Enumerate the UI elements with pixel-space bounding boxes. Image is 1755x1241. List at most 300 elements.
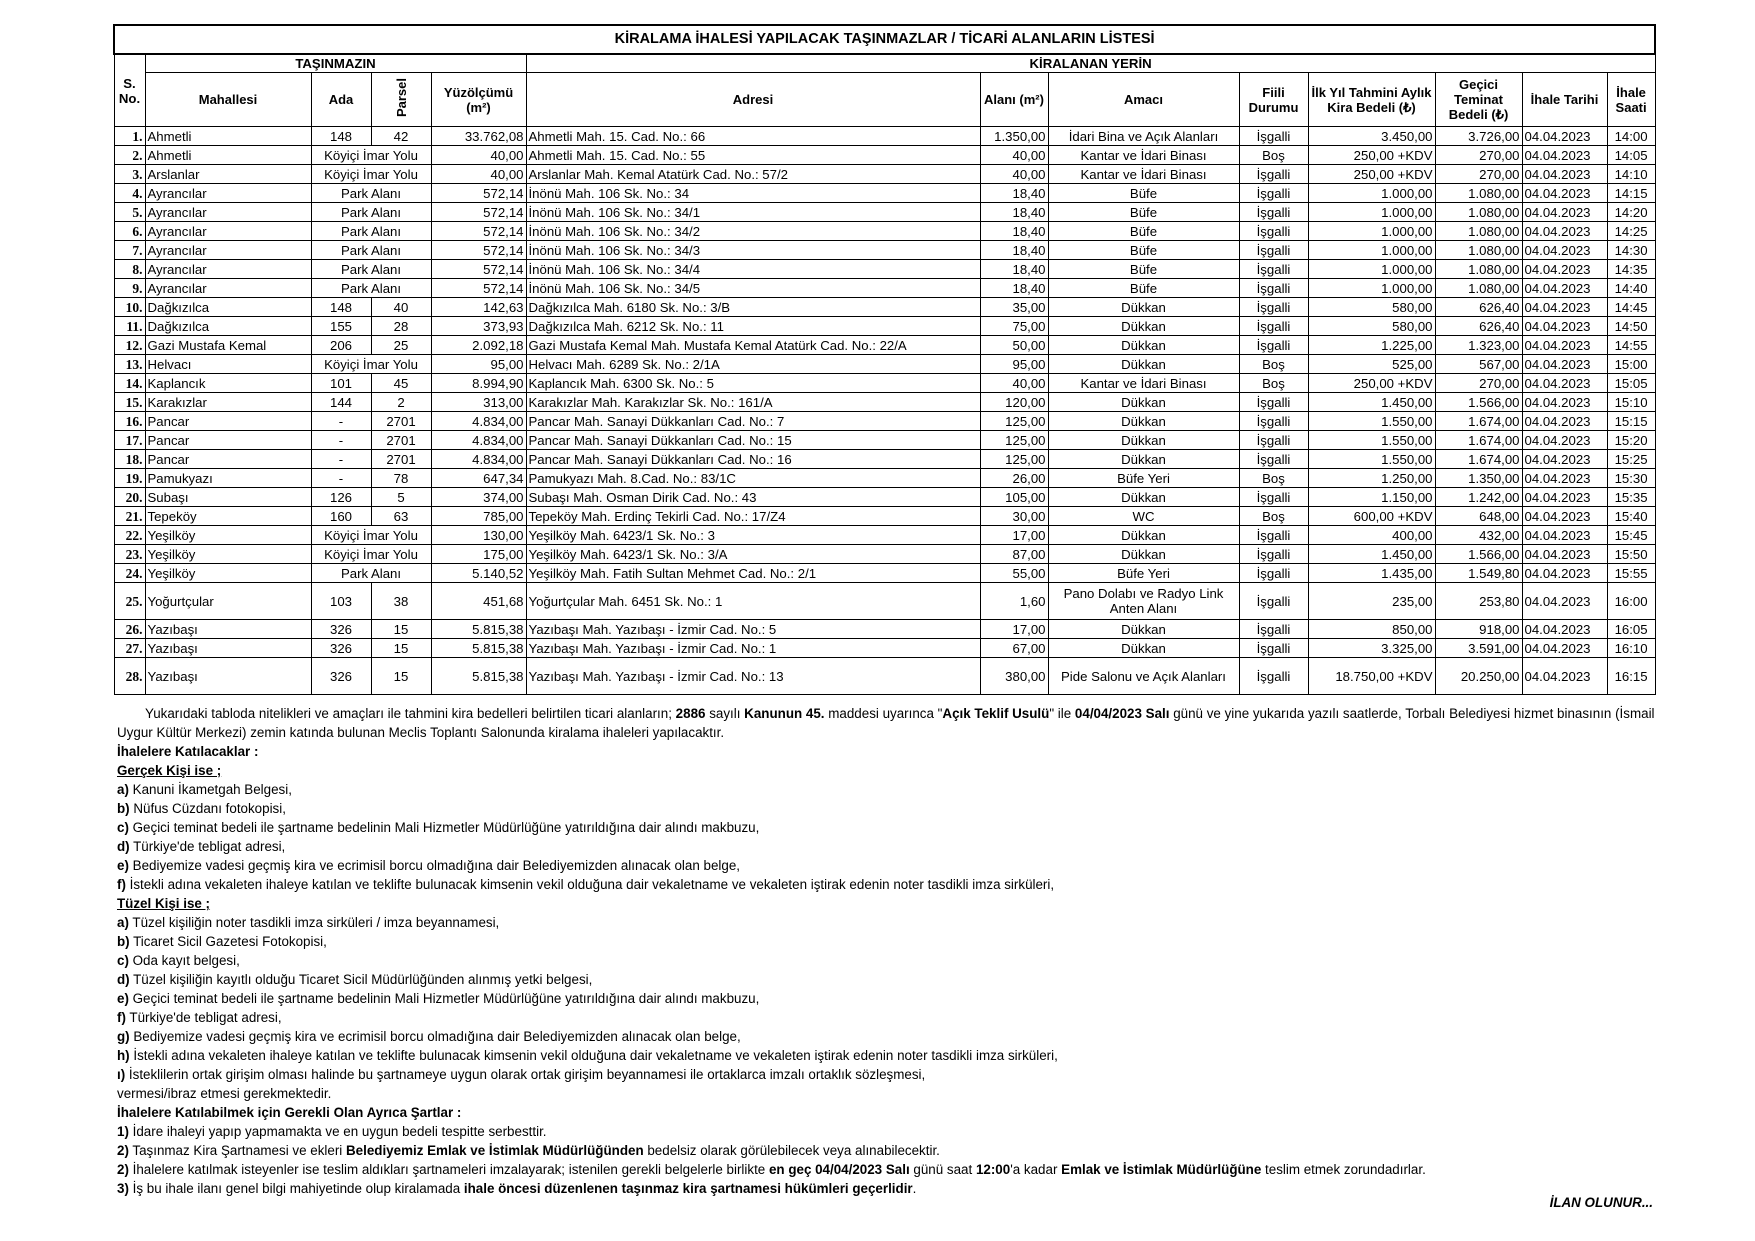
cell-tarih: 04.04.2023 xyxy=(1522,431,1607,450)
cell-amac: Pano Dolabı ve Radyo Link Anten Alanı xyxy=(1048,583,1239,620)
cell-amac: Büfe xyxy=(1048,184,1239,203)
cell-teminat: 626,40 xyxy=(1435,317,1522,336)
cell-parsel: 45 xyxy=(371,374,431,393)
cell-saat: 14:30 xyxy=(1607,241,1655,260)
cell-fili-durum: İşgalli xyxy=(1239,431,1308,450)
item-text: Geçici teminat bedeli ile şartname bedelinin Mali Hizmetler Müdürlüğüne yatırıldığına dair alındı makbuzu, xyxy=(128,820,760,835)
cell-alan: 18,40 xyxy=(980,203,1048,222)
item-key: d) xyxy=(117,972,130,987)
cell-saat: 14:20 xyxy=(1607,203,1655,222)
cell-ada: 101 xyxy=(311,374,371,393)
cell-alan: 67,00 xyxy=(980,639,1048,658)
cell-fili-durum: İşgalli xyxy=(1239,222,1308,241)
cell-kira: 1.000,00 xyxy=(1308,279,1435,298)
cell-alan: 18,40 xyxy=(980,222,1048,241)
cell-mahalle: Pancar xyxy=(145,450,311,469)
cell-tarih: 04.04.2023 xyxy=(1522,374,1607,393)
sart-segment: Belediyemiz Emlak ve İstimlak Müdürlüğünden xyxy=(345,1143,644,1158)
sart-segment: bedelsiz olarak görülebilecek veya alınabilecektir. xyxy=(643,1143,940,1158)
cell-fili-durum: İşgalli xyxy=(1239,241,1308,260)
cell-ada: - xyxy=(311,412,371,431)
cell-mahalle: Arslanlar xyxy=(145,165,311,184)
cell-saat: 15:25 xyxy=(1607,450,1655,469)
tender-table xyxy=(113,24,1656,695)
cell-ada: 148 xyxy=(311,127,371,146)
cell-amac: Dükkan xyxy=(1048,317,1239,336)
sart-segment: ihale öncesi düzenlenen taşınmaz kira şartnamesi hükümleri geçerlidir xyxy=(463,1181,913,1196)
cell-tarih: 04.04.2023 xyxy=(1522,222,1607,241)
cell-adres: Ahmetli Mah. 15. Cad. No.: 55 xyxy=(526,146,980,165)
item-text: Tüzel kişiliğin kayıtlı olduğu Ticaret Sicil Müdürlüğünden alınmış yetki belgesi, xyxy=(129,972,593,987)
cell-saat: 15:55 xyxy=(1607,564,1655,583)
cell-kira: 250,00 +KDV xyxy=(1308,165,1435,184)
cell-saat: 15:10 xyxy=(1607,393,1655,412)
cell-yuzolcumu: 4.834,00 xyxy=(431,450,526,469)
cell-tarih: 04.04.2023 xyxy=(1522,355,1607,374)
row-number: 11. xyxy=(114,317,145,336)
cell-teminat: 1.566,00 xyxy=(1435,545,1522,564)
cell-mahalle: Ayrancılar xyxy=(145,184,311,203)
cell-alan: 125,00 xyxy=(980,412,1048,431)
table-row xyxy=(114,374,1655,393)
cell-ada-parsel-merged: Park Alanı xyxy=(311,279,431,298)
col-alan-header: Alanı (m²) xyxy=(980,73,1048,127)
cell-teminat: 1.080,00 xyxy=(1435,222,1522,241)
cell-fili-durum: İşgalli xyxy=(1239,336,1308,355)
col-fili-header: Fiili Durumu xyxy=(1239,73,1308,127)
cell-mahalle: Karakızlar xyxy=(145,393,311,412)
cell-tarih: 04.04.2023 xyxy=(1522,469,1607,488)
item-key: e) xyxy=(117,991,129,1006)
col-saat-header: İhale Saati xyxy=(1607,73,1655,127)
intro-segment: 04/04/2023 Salı xyxy=(1074,706,1170,721)
cell-kira: 1.000,00 xyxy=(1308,203,1435,222)
cell-ada-parsel-merged: Köyiçi İmar Yolu xyxy=(311,146,431,165)
cell-kira: 1.450,00 xyxy=(1308,393,1435,412)
cell-fili-durum: İşgalli xyxy=(1239,127,1308,146)
table-row xyxy=(114,469,1655,488)
cell-kira: 250,00 +KDV xyxy=(1308,374,1435,393)
sart-item xyxy=(117,1141,1662,1160)
cell-tarih: 04.04.2023 xyxy=(1522,639,1607,658)
table-row xyxy=(114,317,1655,336)
cell-teminat: 567,00 xyxy=(1435,355,1522,374)
cell-saat: 16:15 xyxy=(1607,658,1655,695)
item-text: Ticaret Sicil Gazetesi Fotokopisi, xyxy=(129,934,327,949)
tuzel-item xyxy=(117,932,1662,951)
row-number: 7. xyxy=(114,241,145,260)
sart-segment: 1) xyxy=(117,1124,129,1139)
cell-amac: Büfe xyxy=(1048,222,1239,241)
table-row xyxy=(114,564,1655,583)
cell-kira: 1.550,00 xyxy=(1308,431,1435,450)
cell-amac: Kantar ve İdari Binası xyxy=(1048,374,1239,393)
cell-adres: İnönü Mah. 106 Sk. No.: 34/4 xyxy=(526,260,980,279)
cell-yuzolcumu: 572,14 xyxy=(431,241,526,260)
cell-teminat: 3.591,00 xyxy=(1435,639,1522,658)
cell-amac: Dükkan xyxy=(1048,450,1239,469)
cell-amac: Dükkan xyxy=(1048,488,1239,507)
cell-kira: 1.000,00 xyxy=(1308,184,1435,203)
cell-mahalle: Ahmetli xyxy=(145,127,311,146)
table-row xyxy=(114,146,1655,165)
cell-yuzolcumu: 40,00 xyxy=(431,146,526,165)
cell-saat: 14:50 xyxy=(1607,317,1655,336)
intro-segment: maddesi uyarınca " xyxy=(824,706,943,721)
intro-segment: Kanunun 45. xyxy=(744,706,825,721)
cell-mahalle: Yeşilköy xyxy=(145,526,311,545)
cell-teminat: 626,40 xyxy=(1435,298,1522,317)
item-text: İstekli adına vekaleten ihaleye katılan ve teklifte bulunacak kimsenin vekil olduğuna dair vekaletname ve vekaleten iştirak edenin noter tasdikli imza sirküleri, xyxy=(129,1048,1058,1063)
cell-amac: Büfe Yeri xyxy=(1048,469,1239,488)
table-row xyxy=(114,393,1655,412)
cell-adres: Arslanlar Mah. Kemal Atatürk Cad. No.: 57/2 xyxy=(526,165,980,184)
item-key: b) xyxy=(117,934,130,949)
cell-alan: 120,00 xyxy=(980,393,1048,412)
cell-fili-durum: İşgalli xyxy=(1239,564,1308,583)
cell-alan: 30,00 xyxy=(980,507,1048,526)
cell-ada-parsel-merged: Park Alanı xyxy=(311,241,431,260)
cell-mahalle: Yeşilköy xyxy=(145,564,311,583)
sartlar-title: İhalelere Katılabilmek için Gerekli Olan Ayrıca Şartlar : xyxy=(117,1105,462,1120)
cell-adres: Yeşilköy Mah. 6423/1 Sk. No.: 3 xyxy=(526,526,980,545)
cell-fili-durum: İşgalli xyxy=(1239,317,1308,336)
cell-amac: Pide Salonu ve Açık Alanları xyxy=(1048,658,1239,695)
cell-yuzolcumu: 8.994,90 xyxy=(431,374,526,393)
table-row xyxy=(114,583,1655,620)
cell-adres: Pancar Mah. Sanayi Dükkanları Cad. No.: 16 xyxy=(526,450,980,469)
intro-segment: günü ve yine yukarıda yazılı saatlerde, Torbalı Belediyesi hizmet binasının (İsmail Uygur Kültür Merkezi) zemin katında bulunan Meclis Toplantı Salonunda kiralama ihaleleri yapılacaktır. xyxy=(117,706,1655,740)
cell-parsel: 63 xyxy=(371,507,431,526)
tuzel-item xyxy=(117,1046,1662,1065)
cell-alan: 18,40 xyxy=(980,260,1048,279)
cell-adres: İnönü Mah. 106 Sk. No.: 34/1 xyxy=(526,203,980,222)
cell-adres: Dağkızılca Mah. 6180 Sk. No.: 3/B xyxy=(526,298,980,317)
sart-segment: 2) xyxy=(117,1162,129,1177)
item-key: e) xyxy=(117,858,129,873)
cell-yuzolcumu: 5.815,38 xyxy=(431,658,526,695)
cell-saat: 14:45 xyxy=(1607,298,1655,317)
row-number: 6. xyxy=(114,222,145,241)
cell-alan: 50,00 xyxy=(980,336,1048,355)
cell-fili-durum: İşgalli xyxy=(1239,393,1308,412)
cell-mahalle: Yazıbaşı xyxy=(145,658,311,695)
gercek-item xyxy=(117,856,1662,875)
row-number: 25. xyxy=(114,583,145,620)
cell-fili-durum: İşgalli xyxy=(1239,165,1308,184)
cell-saat: 14:25 xyxy=(1607,222,1655,241)
cell-kira: 600,00 +KDV xyxy=(1308,507,1435,526)
col-teminat-header: Geçici Teminat Bedeli (₺) xyxy=(1435,73,1522,127)
tuzel-item xyxy=(117,1027,1662,1046)
item-text: İsteklilerin ortak girişim olması halinde bu şartnameye uygun olarak ortak girişim beyannamesi ile ortaklarca imzalı ortaklık sözleşmesi, xyxy=(125,1067,926,1082)
row-number: 3. xyxy=(114,165,145,184)
cell-ada: 148 xyxy=(311,298,371,317)
gercek-item xyxy=(117,875,1662,894)
cell-parsel: 42 xyxy=(371,127,431,146)
sart-segment: Emlak ve İstimlak Müdürlüğüne xyxy=(1061,1162,1262,1177)
sartlar-list xyxy=(117,1122,1662,1198)
cell-adres: Yeşilköy Mah. Fatih Sultan Mehmet Cad. No.: 2/1 xyxy=(526,564,980,583)
cell-alan: 35,00 xyxy=(980,298,1048,317)
cell-teminat: 270,00 xyxy=(1435,374,1522,393)
sart-segment: 'a kadar xyxy=(1010,1162,1062,1177)
sart-segment: teslim etmek zorundadırlar. xyxy=(1261,1162,1426,1177)
cell-amac: Dükkan xyxy=(1048,298,1239,317)
cell-kira: 18.750,00 +KDV xyxy=(1308,658,1435,695)
cell-tarih: 04.04.2023 xyxy=(1522,336,1607,355)
cell-ada: 155 xyxy=(311,317,371,336)
cell-parsel: 28 xyxy=(371,317,431,336)
tuzel-item xyxy=(117,951,1662,970)
sart-item xyxy=(117,1179,1662,1198)
cell-yuzolcumu: 4.834,00 xyxy=(431,431,526,450)
sart-segment: İş bu ihale ilanı genel bilgi mahiyetinde olup kiralamada xyxy=(128,1181,464,1196)
table-row xyxy=(114,620,1655,639)
row-number: 15. xyxy=(114,393,145,412)
cell-parsel: 15 xyxy=(371,620,431,639)
cell-mahalle: Ayrancılar xyxy=(145,222,311,241)
cell-tarih: 04.04.2023 xyxy=(1522,488,1607,507)
cell-ada: - xyxy=(311,469,371,488)
cell-saat: 14:10 xyxy=(1607,165,1655,184)
item-key: b) xyxy=(117,801,130,816)
cell-parsel: 2701 xyxy=(371,412,431,431)
cell-kira: 3.450,00 xyxy=(1308,127,1435,146)
cell-mahalle: Yazıbaşı xyxy=(145,620,311,639)
cell-teminat: 1.080,00 xyxy=(1435,241,1522,260)
cell-mahalle: Subaşı xyxy=(145,488,311,507)
cell-ada: 126 xyxy=(311,488,371,507)
cell-tarih: 04.04.2023 xyxy=(1522,450,1607,469)
row-number: 21. xyxy=(114,507,145,526)
cell-teminat: 1.323,00 xyxy=(1435,336,1522,355)
cell-kira: 525,00 xyxy=(1308,355,1435,374)
cell-alan: 75,00 xyxy=(980,317,1048,336)
cell-ada: 326 xyxy=(311,639,371,658)
table-row xyxy=(114,279,1655,298)
cell-fili-durum: Boş xyxy=(1239,146,1308,165)
cell-amac: Dükkan xyxy=(1048,412,1239,431)
cell-amac: Kantar ve İdari Binası xyxy=(1048,165,1239,184)
cell-yuzolcumu: 40,00 xyxy=(431,165,526,184)
cell-teminat: 3.726,00 xyxy=(1435,127,1522,146)
cell-yuzolcumu: 142,63 xyxy=(431,298,526,317)
cell-saat: 14:00 xyxy=(1607,127,1655,146)
cell-kira: 250,00 +KDV xyxy=(1308,146,1435,165)
cell-fili-durum: İşgalli xyxy=(1239,298,1308,317)
cell-yuzolcumu: 647,34 xyxy=(431,469,526,488)
cell-adres: Karakızlar Mah. Karakızlar Sk. No.: 161/A xyxy=(526,393,980,412)
cell-saat: 15:00 xyxy=(1607,355,1655,374)
cell-adres: Helvacı Mah. 6289 Sk. No.: 2/1A xyxy=(526,355,980,374)
item-key: a) xyxy=(117,915,129,930)
cell-saat: 14:55 xyxy=(1607,336,1655,355)
table-row xyxy=(114,203,1655,222)
cell-mahalle: Gazi Mustafa Kemal xyxy=(145,336,311,355)
cell-ada-parsel-merged: Köyiçi İmar Yolu xyxy=(311,545,431,564)
col-mahalle-header: Mahallesi xyxy=(145,73,311,127)
cell-amac: Dükkan xyxy=(1048,526,1239,545)
cell-adres: İnönü Mah. 106 Sk. No.: 34/2 xyxy=(526,222,980,241)
table-row xyxy=(114,639,1655,658)
row-number: 8. xyxy=(114,260,145,279)
cell-fili-durum: İşgalli xyxy=(1239,545,1308,564)
cell-fili-durum: İşgalli xyxy=(1239,203,1308,222)
cell-tarih: 04.04.2023 xyxy=(1522,146,1607,165)
row-number: 28. xyxy=(114,658,145,695)
cell-saat: 16:00 xyxy=(1607,583,1655,620)
cell-tarih: 04.04.2023 xyxy=(1522,620,1607,639)
cell-amac: Büfe xyxy=(1048,241,1239,260)
table-row xyxy=(114,298,1655,317)
cell-amac: Dükkan xyxy=(1048,545,1239,564)
cell-kira: 1.550,00 xyxy=(1308,412,1435,431)
cell-ada: 326 xyxy=(311,658,371,695)
table-title: KİRALAMA İHALESİ YAPILACAK TAŞINMAZLAR / TİCARİ ALANLARIN LİSTESİ xyxy=(114,25,1655,54)
intro-segment: Yukarıdaki tabloda nitelikleri ve amaçları ile tahmini kira bedelleri belirtilen ticari alanların; xyxy=(145,706,676,721)
cell-amac: Büfe xyxy=(1048,279,1239,298)
cell-kira: 1.250,00 xyxy=(1308,469,1435,488)
cell-ada-parsel-merged: Park Alanı xyxy=(311,203,431,222)
sart-item xyxy=(117,1160,1662,1179)
gercek-item xyxy=(117,818,1662,837)
cell-saat: 15:35 xyxy=(1607,488,1655,507)
cell-amac: Dükkan xyxy=(1048,336,1239,355)
cell-parsel: 2701 xyxy=(371,431,431,450)
cell-kira: 850,00 xyxy=(1308,620,1435,639)
cell-alan: 380,00 xyxy=(980,658,1048,695)
cell-parsel: 38 xyxy=(371,583,431,620)
cell-yuzolcumu: 4.834,00 xyxy=(431,412,526,431)
cell-adres: Pamukyazı Mah. 8.Cad. No.: 83/1C xyxy=(526,469,980,488)
cell-mahalle: Ayrancılar xyxy=(145,241,311,260)
row-number: 27. xyxy=(114,639,145,658)
cell-parsel: 15 xyxy=(371,639,431,658)
row-number: 4. xyxy=(114,184,145,203)
item-key: g) xyxy=(117,1029,130,1044)
intro-segment: 2886 xyxy=(675,706,706,721)
cell-alan: 125,00 xyxy=(980,431,1048,450)
row-number: 19. xyxy=(114,469,145,488)
tuzel-title: Tüzel Kişi ise ; xyxy=(117,896,211,911)
cell-tarih: 04.04.2023 xyxy=(1522,241,1607,260)
sart-segment: İdare ihaleyi yapıp yapmamakta ve en uygun bedeli tespitte serbesttir. xyxy=(128,1124,547,1139)
cell-mahalle: Tepeköy xyxy=(145,507,311,526)
table-row xyxy=(114,222,1655,241)
item-text: Geçici teminat bedeli ile şartname bedelinin Mali Hizmetler Müdürlüğüne yatırıldığına dair alındı makbuzu, xyxy=(128,991,760,1006)
cell-mahalle: Kaplancık xyxy=(145,374,311,393)
cell-mahalle: Pamukyazı xyxy=(145,469,311,488)
cell-saat: 15:40 xyxy=(1607,507,1655,526)
cell-adres: Yoğurtçular Mah. 6451 Sk. No.: 1 xyxy=(526,583,980,620)
table-row xyxy=(114,507,1655,526)
cell-kira: 1.000,00 xyxy=(1308,260,1435,279)
col-no-header: S. No. xyxy=(114,54,145,127)
cell-mahalle: Dağkızılca xyxy=(145,298,311,317)
sart-segment: günü saat xyxy=(909,1162,976,1177)
cell-ada: 326 xyxy=(311,620,371,639)
tuzel-item xyxy=(117,913,1662,932)
cell-yuzolcumu: 313,00 xyxy=(431,393,526,412)
cell-yuzolcumu: 572,14 xyxy=(431,184,526,203)
cell-kira: 580,00 xyxy=(1308,317,1435,336)
item-text: İstekli adına vekaleten ihaleye katılan ve teklifte bulunacak kimsenin vekil olduğuna dair vekaletname ve vekaleten iştirak edenin noter tasdikli imza sirküleri, xyxy=(125,877,1055,892)
cell-alan: 1,60 xyxy=(980,583,1048,620)
cell-teminat: 270,00 xyxy=(1435,146,1522,165)
gercek-list xyxy=(117,780,1662,894)
cell-alan: 40,00 xyxy=(980,165,1048,184)
cell-fili-durum: İşgalli xyxy=(1239,488,1308,507)
item-text: Türkiye'de tebligat adresi, xyxy=(129,839,286,854)
cell-yuzolcumu: 572,14 xyxy=(431,203,526,222)
item-text: vermesi/ibraz etmesi gerekmektedir. xyxy=(117,1086,332,1101)
gercek-title: Gerçek Kişi ise ; xyxy=(117,763,222,778)
cell-tarih: 04.04.2023 xyxy=(1522,203,1607,222)
cell-adres: Pancar Mah. Sanayi Dükkanları Cad. No.: 7 xyxy=(526,412,980,431)
cell-teminat: 1.566,00 xyxy=(1435,393,1522,412)
cell-tarih: 04.04.2023 xyxy=(1522,279,1607,298)
cell-amac: Kantar ve İdari Binası xyxy=(1048,146,1239,165)
row-number: 23. xyxy=(114,545,145,564)
cell-saat: 14:40 xyxy=(1607,279,1655,298)
item-key: c) xyxy=(117,820,129,835)
cell-tarih: 04.04.2023 xyxy=(1522,507,1607,526)
cell-alan: 125,00 xyxy=(980,450,1048,469)
cell-fili-durum: İşgalli xyxy=(1239,583,1308,620)
cell-adres: İnönü Mah. 106 Sk. No.: 34/3 xyxy=(526,241,980,260)
cell-teminat: 1.080,00 xyxy=(1435,203,1522,222)
cell-ada: 160 xyxy=(311,507,371,526)
cell-teminat: 432,00 xyxy=(1435,526,1522,545)
cell-mahalle: Yazıbaşı xyxy=(145,639,311,658)
cell-fili-durum: İşgalli xyxy=(1239,620,1308,639)
cell-teminat: 1.674,00 xyxy=(1435,431,1522,450)
cell-ada-parsel-merged: Park Alanı xyxy=(311,260,431,279)
cell-amac: Dükkan xyxy=(1048,620,1239,639)
cell-adres: Subaşı Mah. Osman Dirik Cad. No.: 43 xyxy=(526,488,980,507)
cell-fili-durum: İşgalli xyxy=(1239,412,1308,431)
cell-parsel: 25 xyxy=(371,336,431,355)
cell-tarih: 04.04.2023 xyxy=(1522,393,1607,412)
cell-saat: 16:10 xyxy=(1607,639,1655,658)
cell-yuzolcumu: 33.762,08 xyxy=(431,127,526,146)
cell-amac: İdari Bina ve Açık Alanları xyxy=(1048,127,1239,146)
cell-saat: 14:15 xyxy=(1607,184,1655,203)
tender-table-container xyxy=(113,24,1654,695)
table-row xyxy=(114,431,1655,450)
gercek-item xyxy=(117,799,1662,818)
cell-fili-durum: İşgalli xyxy=(1239,658,1308,695)
cell-teminat: 918,00 xyxy=(1435,620,1522,639)
cell-tarih: 04.04.2023 xyxy=(1522,412,1607,431)
cell-adres: Dağkızılca Mah. 6212 Sk. No.: 11 xyxy=(526,317,980,336)
cell-adres: Yeşilköy Mah. 6423/1 Sk. No.: 3/A xyxy=(526,545,980,564)
cell-teminat: 1.080,00 xyxy=(1435,184,1522,203)
item-text: Türkiye'de tebligat adresi, xyxy=(125,1010,282,1025)
item-key: a) xyxy=(117,782,129,797)
cell-adres: Ahmetli Mah. 15. Cad. No.: 66 xyxy=(526,127,980,146)
cell-teminat: 1.242,00 xyxy=(1435,488,1522,507)
cell-fili-durum: Boş xyxy=(1239,374,1308,393)
tuzel-item xyxy=(117,1008,1662,1027)
col-kira-header: İlk Yıl Tahmini Aylık Kira Bedeli (₺) xyxy=(1308,73,1435,127)
cell-alan: 17,00 xyxy=(980,620,1048,639)
cell-mahalle: Ayrancılar xyxy=(145,260,311,279)
sart-item xyxy=(117,1122,1662,1141)
table-row xyxy=(114,127,1655,146)
table-row xyxy=(114,450,1655,469)
